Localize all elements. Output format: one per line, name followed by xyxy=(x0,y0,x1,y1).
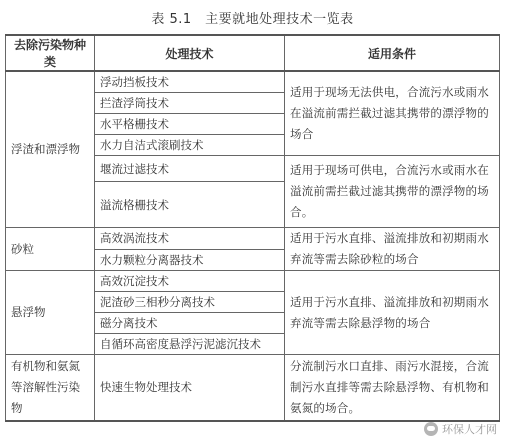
tech-cell: 拦渣浮筒技术 xyxy=(95,93,285,114)
table-row xyxy=(6,355,500,421)
condition-cell: 适用于污水直排、溢流排放和初期雨水弃流等需去除砂粒的场合 xyxy=(285,228,500,271)
watermark xyxy=(424,421,497,437)
category-cell: 砂粒 xyxy=(6,228,95,271)
tech-cell: 快速生物处理技术 xyxy=(95,355,285,421)
table-caption: 表 5.1 主要就地处理技术一览表 xyxy=(151,12,354,27)
condition-cell: 适用于污水直排、溢流排放和初期雨水弃流等需去除悬浮物的场合 xyxy=(285,271,500,355)
tech-cell: 自循环高密度悬浮污泥滤沉技术 xyxy=(95,334,285,355)
treatment-technology-table xyxy=(5,34,500,422)
table-row xyxy=(6,228,500,250)
table-header-row xyxy=(6,35,500,71)
tech-cell: 浮动挡板技术 xyxy=(95,71,285,93)
category-cell: 浮渣和漂浮物 xyxy=(6,71,95,228)
tech-cell: 高效沉淀技术 xyxy=(95,271,285,292)
condition-cell: 适用于现场可供电，合流污水或雨水在溢流前需拦截过滤其携带的漂浮物的场合。 xyxy=(285,156,500,228)
category-cell: 悬浮物 xyxy=(6,271,95,355)
condition-cell: 适用于现场无法供电，合流污水或雨水在溢流前需拦截过滤其携带的漂浮物的场合 xyxy=(285,71,500,156)
tech-cell: 高效涡流技术 xyxy=(95,228,285,250)
tech-cell: 磁分离技术 xyxy=(95,313,285,334)
tech-cell: 水平格栅技术 xyxy=(95,114,285,135)
tech-cell: 堰流过滤技术 xyxy=(95,156,285,182)
tech-cell: 溢流格栅技术 xyxy=(95,182,285,228)
header-applicable-condition: 适用条件 xyxy=(285,35,500,71)
tech-cell: 水力颗粒分离器技术 xyxy=(95,249,285,271)
table-row xyxy=(6,271,500,292)
header-pollutant-type: 去除污染物种类 xyxy=(6,35,95,71)
category-cell: 有机物和氨氮等溶解性污染物 xyxy=(6,355,95,421)
tech-cell: 水力自洁式滚刷技术 xyxy=(95,135,285,156)
wechat-icon xyxy=(424,422,438,436)
tech-cell: 泥渣砂三相秒分离技术 xyxy=(95,292,285,313)
watermark-text: 环保人才网 xyxy=(442,423,497,436)
table-row xyxy=(6,71,500,93)
header-treatment-tech: 处理技术 xyxy=(95,35,285,71)
condition-cell: 分流制污水口直排、雨污水混接，合流制污水直排等需去除悬浮物、有机物和氨氮的场合。 xyxy=(285,355,500,421)
